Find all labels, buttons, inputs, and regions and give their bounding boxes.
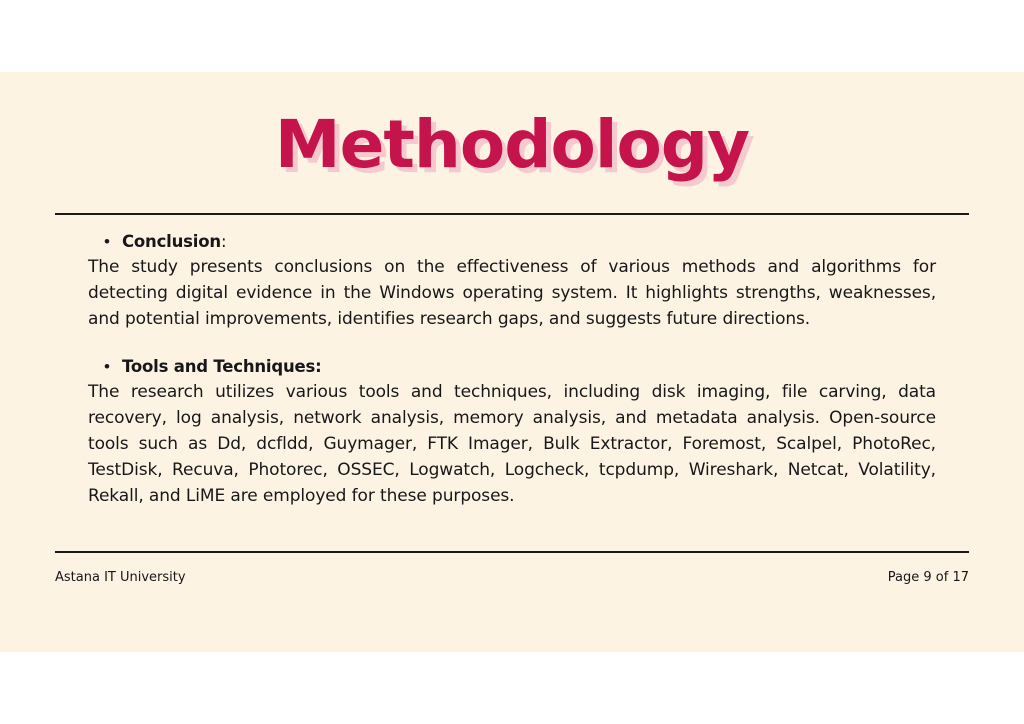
footer-page-number: Page 9 of 17	[887, 570, 969, 585]
slide-footer	[55, 570, 969, 585]
list-item	[88, 232, 936, 251]
slide-canvas	[0, 72, 1024, 652]
bullet-label-suffix: :	[220, 232, 227, 251]
slide-title-container	[0, 72, 1024, 192]
bullet-label-tools-and-techniques	[122, 357, 322, 376]
divider-bottom	[55, 551, 969, 553]
bullet-point-icon: •	[104, 357, 110, 377]
footer-organization: Astana IT University	[55, 570, 186, 585]
bullet-label-conclusion	[122, 232, 226, 251]
paragraph-conclusion: The study presents conclusions on the effectiveness of various methods and algorithms for detecting digital evidence in the Windows operating system. It highlights strengths, weaknesses, and potential improvements, identifies research gaps, and suggests future directions.	[88, 257, 936, 329]
divider-top	[55, 213, 969, 215]
bullet-label-text: Conclusion	[122, 232, 221, 251]
bullet-label-text: Tools and Techniques:	[122, 357, 322, 377]
paragraph-tools-and-techniques: The research utilizes various tools and techniques, including disk imaging, file carving, data recovery, log analysis, network analysis, memory analysis, and metadata analysis. Open-source tools such as Dd, dcfldd, Guymager, FTK Imager, Bulk Extractor, Foremost, Scalpel, PhotoRec, TestDisk, Recuva, Photorec, OSSEC, Logwatch, Logcheck, tcpdump, Wireshark, Netcat, Volatility, Rekall, and LiME are employed for these purposes.	[88, 382, 936, 506]
section-spacer	[88, 332, 936, 357]
page-title: Methodology	[274, 106, 750, 183]
list-item	[88, 357, 936, 376]
slide-body	[88, 232, 936, 510]
bullet-point-icon: •	[104, 232, 110, 251]
